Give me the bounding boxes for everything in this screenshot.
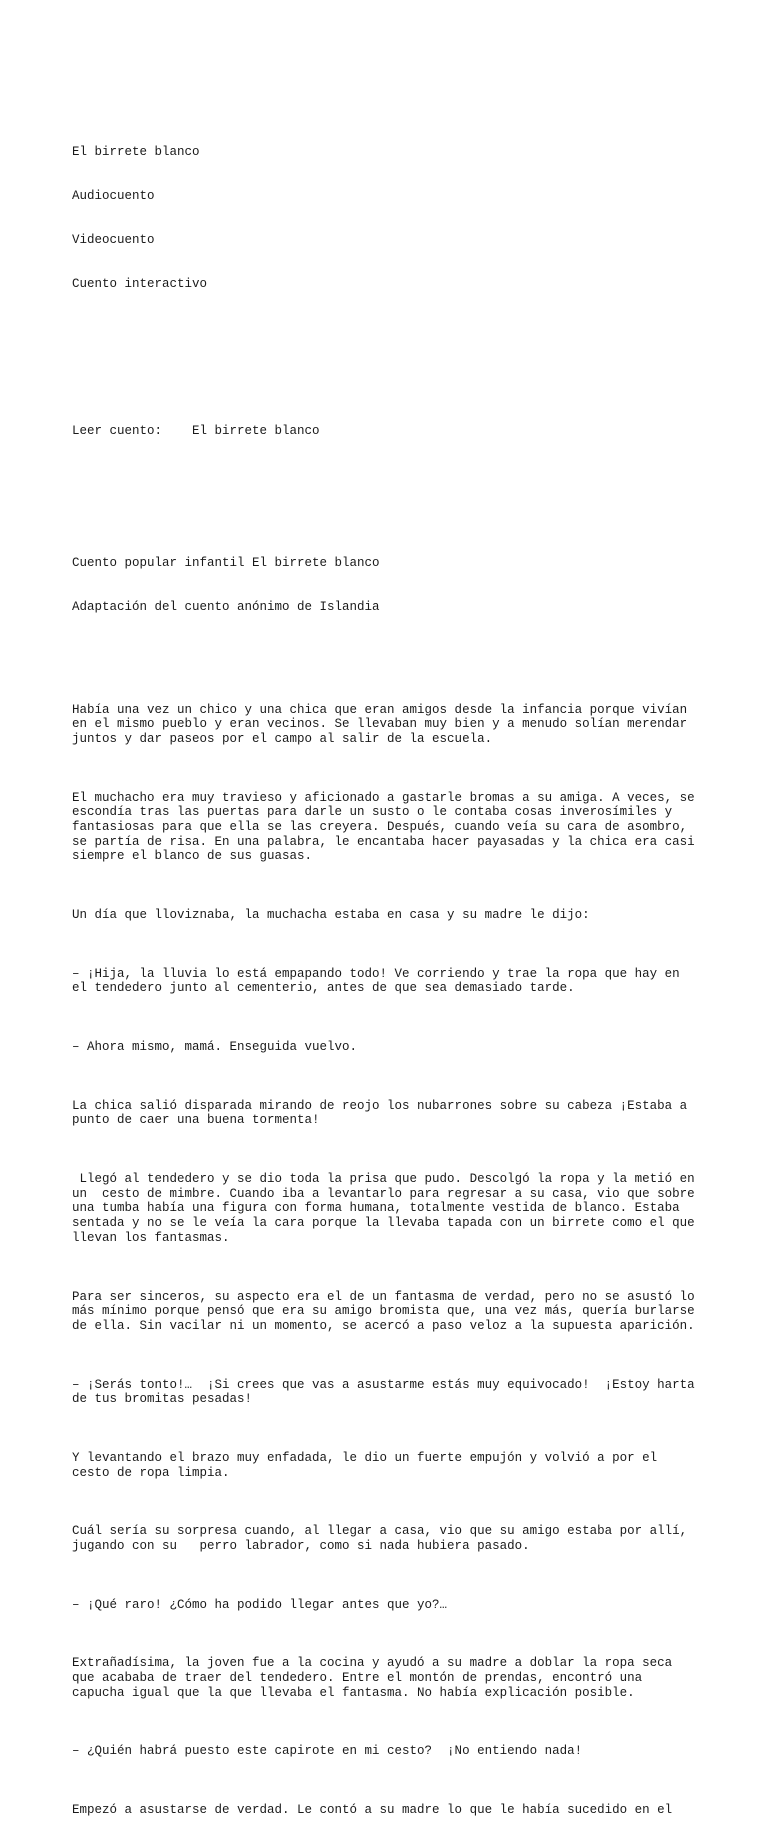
story-subtitle: [72, 527, 752, 644]
paragraph: La chica salió disparada mirando de reojo los nubarrones sobre su cabeza ¡Estaba a punto de caer una buena tormenta!: [72, 1098, 688, 1128]
header-title: El birrete blanco: [72, 145, 200, 160]
paragraph: Llegó al tendedero y se dio toda la prisa que pudo. Descolgó la ropa y la metió en un cesto de mimbre. Cuando iba a levantarlo para regresar a su casa, vio que sobre una tumba había una figura con forma humana, totalmente vestida de blanco. Estaba sentada y no se le veía la cara porque la llevaba tapada con un birrete como el que llevan los fantasmas.: [72, 1172, 695, 1245]
header: [72, 116, 752, 321]
read-label: Leer cuento:: [72, 424, 163, 439]
paragraph: – ¡Qué raro! ¿Cómo ha podido llegar antes que yo?…: [72, 1597, 448, 1612]
paragraph: Había una vez un chico y una chica que eran amigos desde la infancia porque vivían en el mismo pueblo y eran vecinos. Se llevaban muy bien y a menudo solían merendar juntos y dar paseos por el campo al salir de la escuela.: [72, 702, 688, 747]
paragraph: Y levantando el brazo muy enfadada, le dio un fuerte empujón y volvió a por el cesto de ropa limpia.: [72, 1450, 658, 1480]
paragraph: Extrañadísima, la joven fue a la cocina y ayudó a su madre a doblar la ropa seca que acababa de traer del tendedero. Entre el montón de prendas, encontró una capucha igual que la que llevaba el fantasma. No había explicación posible.: [72, 1656, 673, 1700]
paragraph: Empezó a asustarse de verdad. Le contó a su madre lo que le había sucedido en el: [72, 1802, 673, 1817]
document-page: [72, 72, 752, 1847]
paragraph: – Ahora mismo, mamá. Enseguida vuelvo.: [72, 1040, 358, 1055]
header-link-videocuento: Videocuento: [72, 233, 155, 248]
paragraph: – ¡Hija, la lluvia lo está empapando todo! Ve corriendo y trae la ropa que hay en el tendedero junto al cementerio, antes de que sea demasiado tarde.: [72, 966, 680, 996]
read-title: El birrete blanco: [192, 424, 320, 439]
subtitle-line-2: Adaptación del cuento anónimo de Islandia: [72, 600, 380, 615]
paragraph: – ¿Quién habrá puesto este capirote en mi cesto? ¡No entiendo nada!: [72, 1744, 583, 1759]
subtitle-line-1: Cuento popular infantil El birrete blanco: [72, 556, 380, 571]
header-link-audiocuento: Audiocuento: [72, 189, 155, 204]
header-link-cuento-interactivo: Cuento interactivo: [72, 277, 208, 292]
paragraph: – ¡Serás tonto!… ¡Si crees que vas a asustarme estás muy equivocado! ¡Estoy harta de tus bromitas pesadas!: [72, 1377, 695, 1407]
read-story-line: [72, 395, 752, 468]
paragraph: Un día que lloviznaba, la muchacha estaba en casa y su madre le dijo:: [72, 908, 590, 923]
paragraph: El muchacho era muy travieso y aficionado a gastarle bromas a su amiga. A veces, se escondía tras las puertas para darle un susto o le contaba cosas inverosímiles y fantasiosas para que ella se las creyera. Después, cuando veía su cara de asombro, se partía de risa. En una palabra, le encantaba hacer payasadas y la chica era casi siempre el blanco de sus guasas.: [72, 790, 695, 864]
paragraph: Cuál sería su sorpresa cuando, al llegar a casa, vio que su amigo estaba por allí, jugando con su perro labrador, como si nada hubiera pasado.: [72, 1524, 688, 1553]
paragraph: Para ser sinceros, su aspecto era el de un fantasma de verdad, pero no se asustó lo más mínimo porque pensó que era su amigo bromista que, una vez más, quería burlarse de ella. Sin vacilar ni un momento, se acercó a paso veloz a la supuesta aparición.: [72, 1289, 695, 1333]
